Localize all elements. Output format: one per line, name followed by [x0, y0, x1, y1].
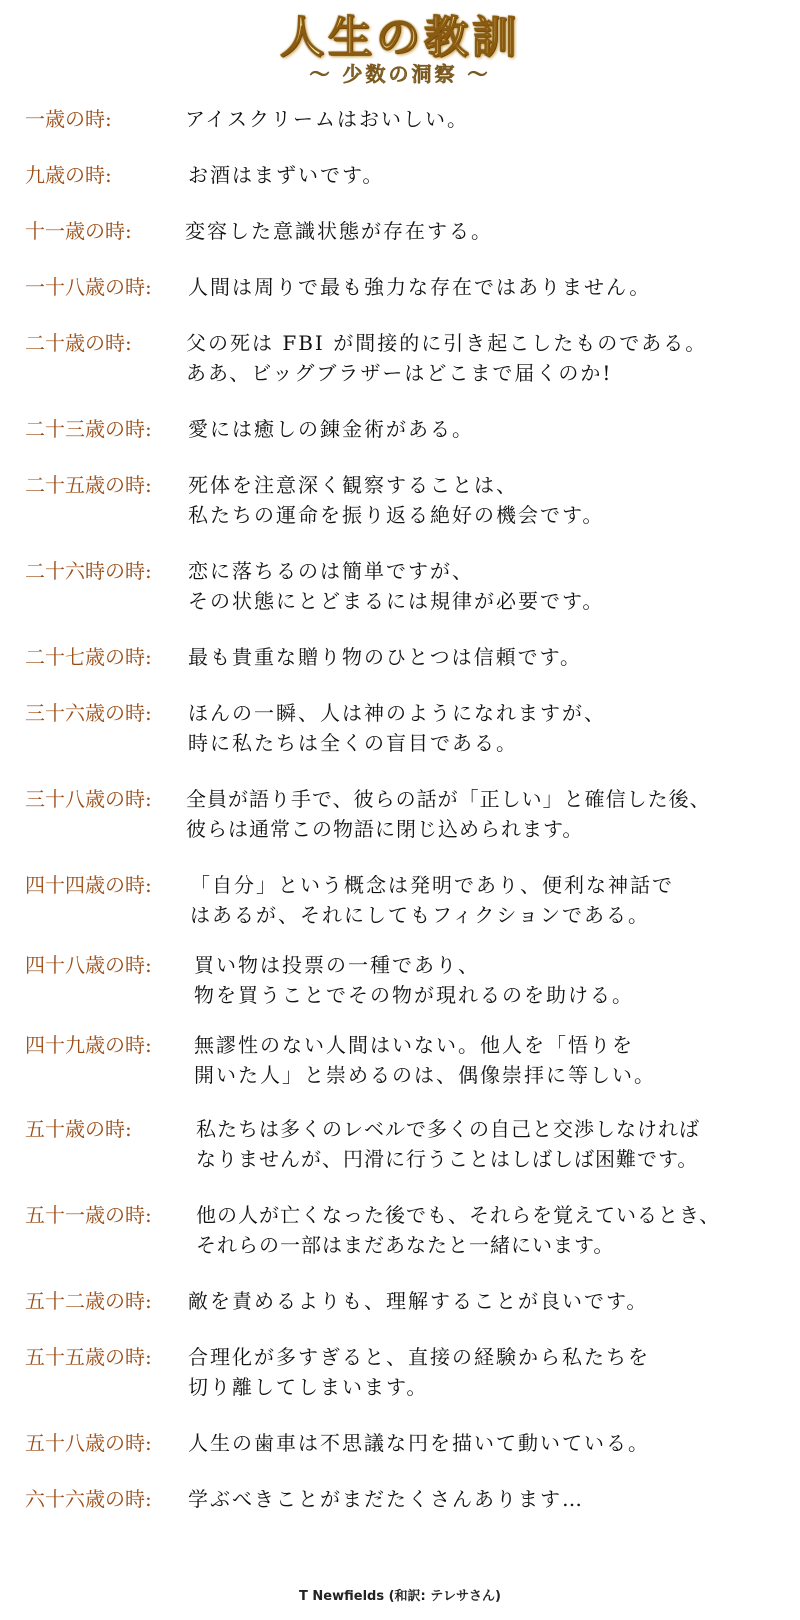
lesson-text: [188, 414, 474, 444]
lesson-text: [186, 784, 711, 844]
lesson-age: 二十六時の時:: [25, 559, 152, 583]
lesson-line: はあるが、それにしてもフィクションである。: [190, 903, 650, 927]
lesson-line: 私たちの運命を振り返る絶好の機会です。: [188, 503, 605, 527]
lesson-text: [188, 470, 604, 530]
lesson-line: 開いた人」と崇めるのは、偶像崇拝に等しい。: [194, 1063, 656, 1087]
lesson-text: [188, 160, 384, 190]
lesson-text: [188, 1428, 650, 1458]
lesson-age: 四十九歳の時:: [25, 1033, 152, 1057]
lesson-line: 人間は周りで最も強力な存在ではありません。: [188, 275, 652, 299]
lesson-age: 四十四歳の時:: [25, 873, 152, 897]
lesson-text: [188, 1484, 584, 1514]
lesson-text: [194, 1030, 656, 1090]
lesson-line: 時に私たちは全くの盲目である。: [188, 731, 518, 755]
lesson-age: 一十八歳の時:: [25, 275, 152, 299]
lesson-text: [188, 1286, 648, 1316]
lesson-age: 二十七歳の時:: [25, 645, 152, 669]
lesson-line: 買い物は投票の一種であり、: [194, 953, 480, 977]
lesson-line: 物を買うことでその物が現れるのを助ける。: [194, 983, 634, 1007]
lesson-line: ああ、ビッグブラザーはどこまで届くのか!: [186, 361, 613, 385]
lesson-text: [194, 950, 634, 1010]
lesson-line: 彼らは通常この物語に閉じ込められます。: [186, 817, 584, 841]
lesson-text: [185, 104, 469, 134]
lesson-text: [196, 1200, 720, 1260]
lesson-line: 合理化が多すぎると、直接の経験から私たちを: [188, 1345, 650, 1369]
lesson-text: [188, 272, 651, 302]
lesson-age: 五十一歳の時:: [25, 1203, 152, 1227]
lesson-line: アイスクリームはおいしい。: [185, 107, 469, 131]
lesson-age: 一歳の時:: [25, 107, 112, 131]
lesson-age: 三十六歳の時:: [25, 701, 152, 725]
lesson-line: 私たちは多くのレベルで多くの自己と交渉しなければ: [196, 1117, 700, 1141]
lesson-line: 学ぶべきことがまだたくさんあります…: [188, 1487, 584, 1511]
lesson-text: [196, 1114, 700, 1174]
lesson-line: 最も貴重な贈り物のひとつは信頼です。: [188, 645, 582, 669]
lesson-age: 二十五歳の時:: [25, 473, 152, 497]
lesson-line: 父の死は FBI が間接的に引き起こしたものである。: [186, 331, 708, 355]
lesson-line: 変容した意識状態が存在する。: [185, 219, 493, 243]
lesson-age: 十一歳の時:: [25, 219, 132, 243]
lesson-text: [188, 556, 604, 616]
lesson-age: 二十三歳の時:: [25, 417, 152, 441]
lesson-line: 「自分」という概念は発明であり、便利な神話で: [190, 873, 674, 897]
lesson-age: 三十八歳の時:: [25, 787, 152, 811]
lesson-line: 愛には癒しの錬金術がある。: [188, 417, 474, 441]
lesson-line: 他の人が亡くなった後でも、それらを覚えているとき、: [196, 1203, 721, 1227]
footer-credit: T Newfields (和訳: テレサさん): [299, 1589, 501, 1604]
lesson-line: 死体を注意深く観察することは、: [188, 473, 518, 497]
lesson-line: 人生の歯車は不思議な円を描いて動いている。: [188, 1431, 650, 1455]
lesson-age: 五十二歳の時:: [25, 1289, 152, 1313]
lesson-line: 無謬性のない人間はいない。他人を「悟りを: [194, 1033, 634, 1057]
lesson-line: 敵を責めるよりも、理解することが良いです。: [188, 1289, 649, 1313]
lesson-text: [188, 1342, 650, 1402]
lesson-age: 九歳の時:: [25, 163, 112, 187]
page-title: 人生の教訓: [280, 12, 520, 63]
lesson-line: 恋に落ちるのは簡単ですが、: [188, 559, 474, 583]
lesson-line: ほんの一瞬、人は神のようになれますが、: [188, 701, 606, 725]
lesson-line: 全員が語り手で、彼らの話が「正しい」と確信した後、: [186, 787, 711, 811]
lesson-text: [185, 216, 493, 246]
lesson-age: 五十五歳の時:: [25, 1345, 152, 1369]
lesson-line: それらの一部はまだあなたと一緒にいます。: [196, 1233, 615, 1257]
lesson-age: 六十六歳の時:: [25, 1487, 152, 1511]
lesson-text: [188, 642, 582, 672]
lesson-line: お酒はまずいです。: [188, 163, 385, 187]
lesson-age: 五十歳の時:: [25, 1117, 132, 1141]
lesson-age: 四十八歳の時:: [25, 953, 152, 977]
lesson-text: [188, 698, 606, 758]
lesson-line: 切り離してしまいます。: [188, 1375, 429, 1399]
lesson-line: その状態にとどまるには規律が必要です。: [188, 589, 605, 613]
lesson-text: [190, 870, 674, 930]
page-subtitle: 〜 少数の洞察 〜: [309, 62, 491, 86]
lesson-age: 五十八歳の時:: [25, 1431, 152, 1455]
lesson-line: なりませんが、円滑に行うことはしばしば困難です。: [196, 1147, 699, 1171]
lesson-text: [186, 328, 707, 388]
lesson-age: 二十歳の時:: [25, 331, 132, 355]
